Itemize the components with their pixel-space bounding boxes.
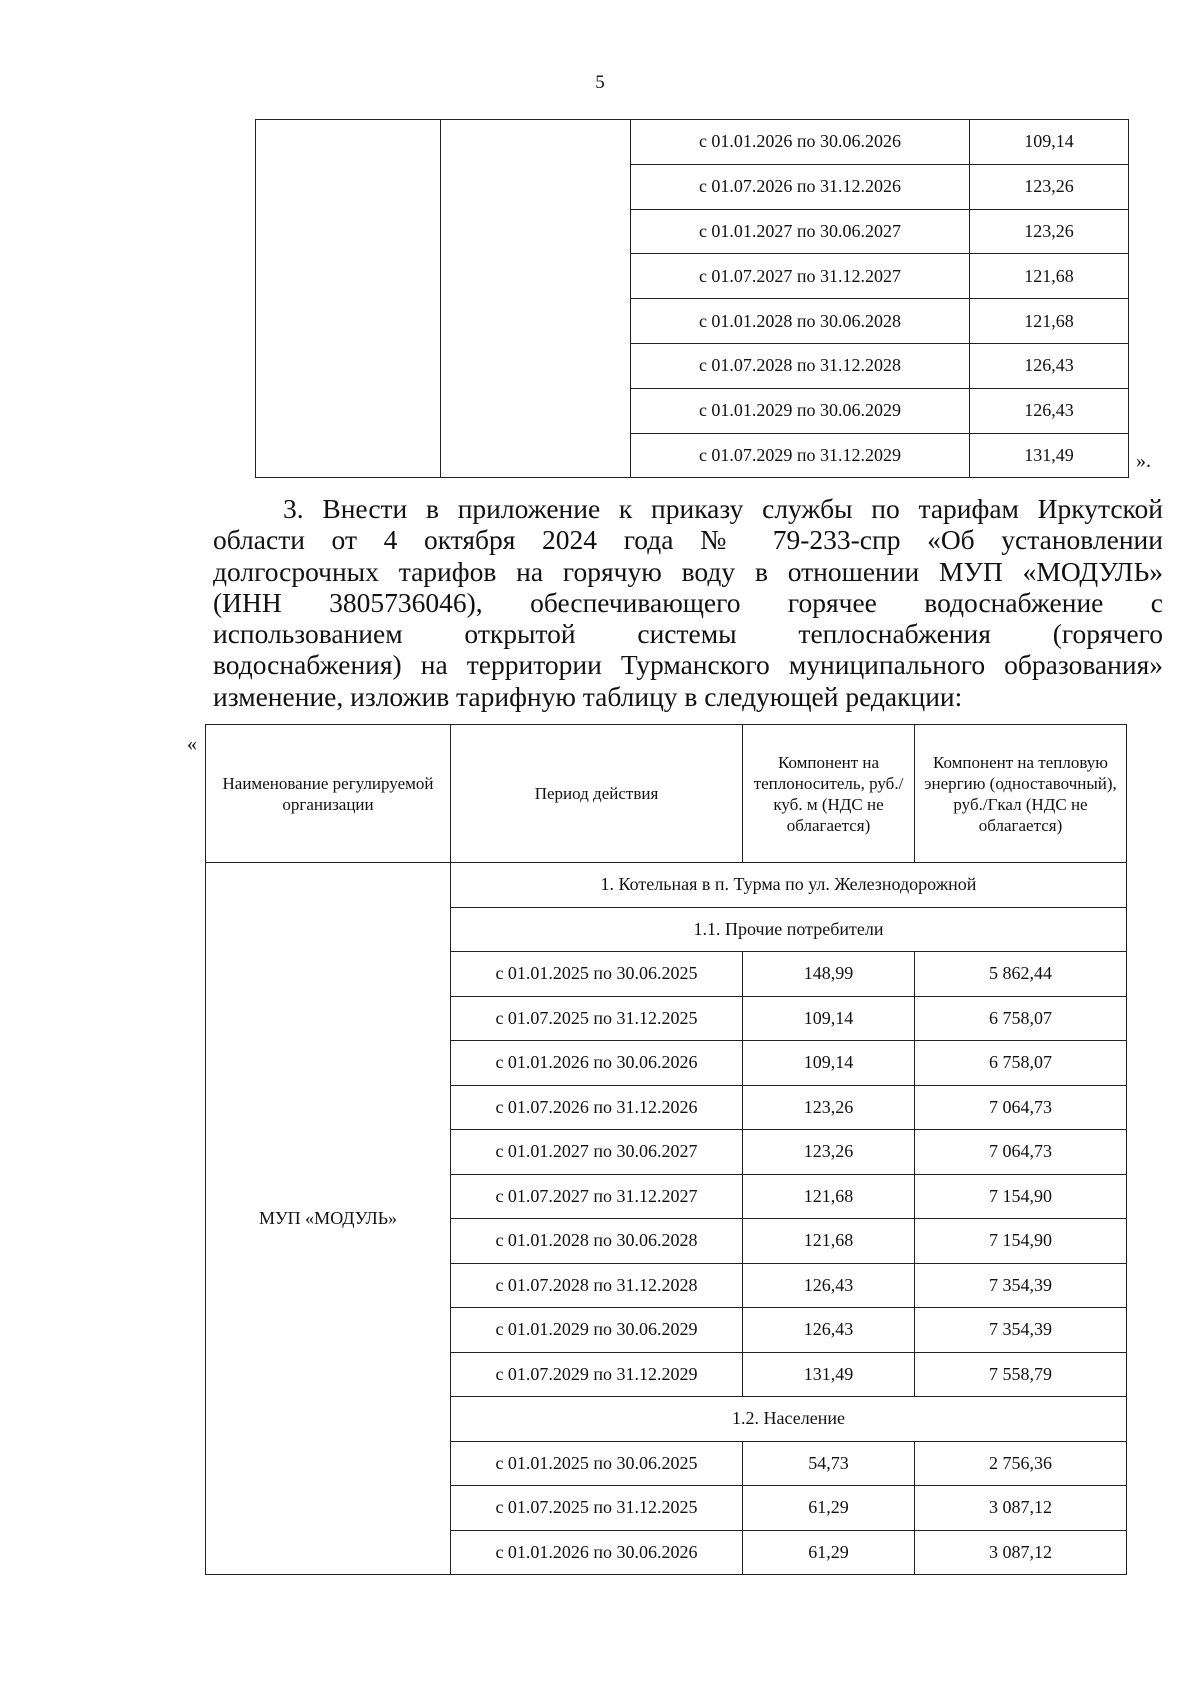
empty-cell-blank — [441, 120, 631, 478]
tariff-table-continuation — [255, 119, 1129, 478]
period-cell: с 01.07.2029 по 31.12.2029 — [451, 1352, 743, 1397]
value-cell: 109,14 — [970, 120, 1129, 165]
period-cell: с 01.01.2028 по 30.06.2028 — [451, 1219, 743, 1264]
energy-cell: 7 558,79 — [915, 1352, 1127, 1397]
period-cell: с 01.07.2028 по 31.12.2028 — [451, 1263, 743, 1308]
header-organization: Наименование регулируемой организации — [206, 725, 451, 863]
energy-cell: 3 087,12 — [915, 1486, 1127, 1531]
energy-cell: 7 354,39 — [915, 1308, 1127, 1353]
energy-cell: 2 756,36 — [915, 1441, 1127, 1486]
value-cell: 121,68 — [970, 299, 1129, 344]
period-cell: с 01.01.2026 по 30.06.2026 — [451, 1041, 743, 1086]
energy-cell: 7 064,73 — [915, 1085, 1127, 1130]
period-cell: с 01.07.2025 по 31.12.2025 — [451, 996, 743, 1041]
coolant-cell: 121,68 — [743, 1174, 915, 1219]
energy-cell: 7 154,90 — [915, 1219, 1127, 1264]
value-cell: 131,49 — [970, 433, 1129, 478]
period-cell: с 01.07.2026 по 31.12.2026 — [451, 1085, 743, 1130]
closing-quote-mark: ». — [1136, 450, 1151, 472]
paragraph-line: долгосрочных тарифов на горячую воду в отношении МУП «МОДУЛЬ» — [213, 555, 1163, 587]
coolant-cell: 109,14 — [743, 1041, 915, 1086]
period-cell: с 01.01.2025 по 30.06.2025 — [451, 952, 743, 997]
group-title: 1.2. Население — [451, 1397, 1127, 1442]
coolant-cell: 109,14 — [743, 996, 915, 1041]
period-cell: с 01.07.2025 по 31.12.2025 — [451, 1486, 743, 1531]
paragraph-line: использованием открытой системы теплоснабжения (горячего — [213, 618, 1163, 650]
value-cell: 126,43 — [970, 343, 1129, 388]
section-title: 1. Котельная в п. Турма по ул. Железнодорожной — [451, 863, 1127, 908]
period-cell: с 01.01.2025 по 30.06.2025 — [451, 1441, 743, 1486]
value-cell: 126,43 — [970, 388, 1129, 433]
energy-cell: 7 064,73 — [915, 1130, 1127, 1175]
period-cell: с 01.07.2027 по 31.12.2027 — [451, 1174, 743, 1219]
empty-cell-organization — [256, 120, 441, 478]
energy-cell: 3 087,12 — [915, 1530, 1127, 1575]
coolant-cell: 61,29 — [743, 1530, 915, 1575]
paragraph-line: водоснабжения) на территории Турманского муниципального образования» — [213, 649, 1163, 681]
period-cell: с 01.01.2029 по 30.06.2029 — [631, 388, 970, 433]
paragraph-line: области от 4 октября 2024 года № 79-233-спр «Об установлении — [213, 524, 1163, 556]
energy-cell: 6 758,07 — [915, 996, 1127, 1041]
organization-cell: МУП «МОДУЛЬ» — [206, 863, 451, 1575]
energy-cell: 7 154,90 — [915, 1174, 1127, 1219]
period-cell: с 01.01.2026 по 30.06.2026 — [631, 120, 970, 165]
coolant-cell: 54,73 — [743, 1441, 915, 1486]
group-title: 1.1. Прочие потребители — [451, 907, 1127, 952]
opening-quote-mark: « — [187, 733, 197, 755]
energy-cell: 5 862,44 — [915, 952, 1127, 997]
amendment-paragraph — [213, 493, 1163, 712]
value-cell: 123,26 — [970, 209, 1129, 254]
value-cell: 121,68 — [970, 254, 1129, 299]
table-row — [256, 120, 1129, 165]
coolant-cell: 126,43 — [743, 1308, 915, 1353]
period-cell: с 01.01.2028 по 30.06.2028 — [631, 299, 970, 344]
coolant-cell: 123,26 — [743, 1130, 915, 1175]
header-period: Период действия — [451, 725, 743, 863]
paragraph-line: 3. Внести в приложение к приказу службы по тарифам Иркутской — [283, 493, 1163, 524]
coolant-cell: 121,68 — [743, 1219, 915, 1264]
header-energy-component: Компонент на тепловую энергию (одноставочный), руб./Гкал (НДС не облагается) — [915, 725, 1127, 863]
period-cell: с 01.01.2026 по 30.06.2026 — [451, 1530, 743, 1575]
paragraph-line: (ИНН 3805736046), обеспечивающего горячее водоснабжение с — [213, 586, 1163, 618]
period-cell: с 01.01.2027 по 30.06.2027 — [451, 1130, 743, 1175]
coolant-cell: 126,43 — [743, 1263, 915, 1308]
value-cell: 123,26 — [970, 164, 1129, 209]
period-cell: с 01.07.2029 по 31.12.2029 — [631, 433, 970, 478]
energy-cell: 7 354,39 — [915, 1263, 1127, 1308]
coolant-cell: 131,49 — [743, 1352, 915, 1397]
period-cell: с 01.07.2026 по 31.12.2026 — [631, 164, 970, 209]
header-coolant-component: Компонент на теплоноситель, руб./куб. м (НДС не облагается) — [743, 725, 915, 863]
paragraph-line: изменение, изложив тарифную таблицу в следующей редакции: — [213, 680, 963, 712]
energy-cell: 6 758,07 — [915, 1041, 1127, 1086]
period-cell: с 01.01.2027 по 30.06.2027 — [631, 209, 970, 254]
period-cell: с 01.07.2028 по 31.12.2028 — [631, 343, 970, 388]
period-cell: с 01.07.2027 по 31.12.2027 — [631, 254, 970, 299]
tariff-table — [205, 724, 1127, 1575]
period-cell: с 01.01.2029 по 30.06.2029 — [451, 1308, 743, 1353]
page-number: 5 — [595, 72, 605, 93]
section-row — [206, 863, 1127, 908]
coolant-cell: 123,26 — [743, 1085, 915, 1130]
coolant-cell: 61,29 — [743, 1486, 915, 1531]
coolant-cell: 148,99 — [743, 952, 915, 997]
